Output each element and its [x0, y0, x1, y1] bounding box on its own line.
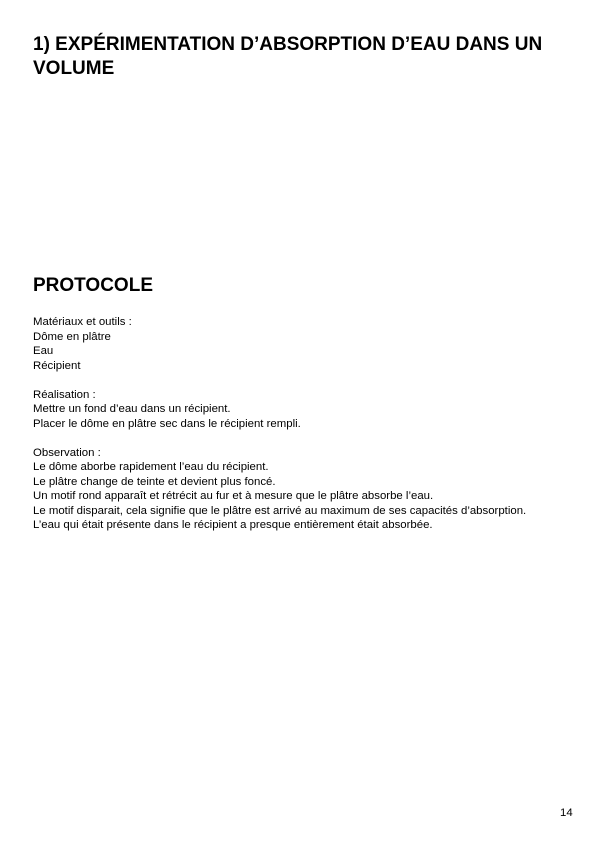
- realisation-step: Placer le dôme en plâtre sec dans le récipient rempli.: [33, 417, 301, 430]
- realisation-block: [33, 388, 573, 432]
- materials-item: Eau: [33, 345, 54, 357]
- page-title: 1) EXPÉRIMENTATION D’ABSORPTION D’EAU DANS UN VOLUME: [33, 34, 543, 79]
- realisation-label: Réalisation :: [33, 388, 96, 401]
- materials-item: Dôme en plâtre: [33, 330, 111, 343]
- section-heading-protocole: PROTOCOLE: [33, 275, 153, 296]
- observation-block: [33, 446, 573, 533]
- realisation-step: Mettre un fond d’eau dans un récipient.: [33, 403, 231, 415]
- page-number: 14: [560, 807, 573, 819]
- materials-label: Matériaux et outils :: [33, 316, 132, 328]
- observation-label: Observation :: [33, 446, 101, 459]
- protocol-content: [33, 315, 573, 533]
- observation-item: Un motif rond apparaît et rétrécit au fur et à mesure que le plâtre absorbe l’eau.: [33, 490, 434, 502]
- observation-item: L’eau qui était présente dans le récipient a presque entièrement était absorbée.: [33, 519, 433, 531]
- observation-item: Le motif disparait, cela signifie que le plâtre est arrivé au maximum de ses capacités d’absorption.: [33, 504, 527, 517]
- observation-item: Le plâtre change de teinte et devient plus foncé.: [33, 475, 276, 488]
- observation-item: Le dôme aborbe rapidement l’eau du récipient.: [33, 461, 269, 473]
- materials-block: [33, 315, 573, 373]
- materials-item: Récipient: [33, 359, 81, 372]
